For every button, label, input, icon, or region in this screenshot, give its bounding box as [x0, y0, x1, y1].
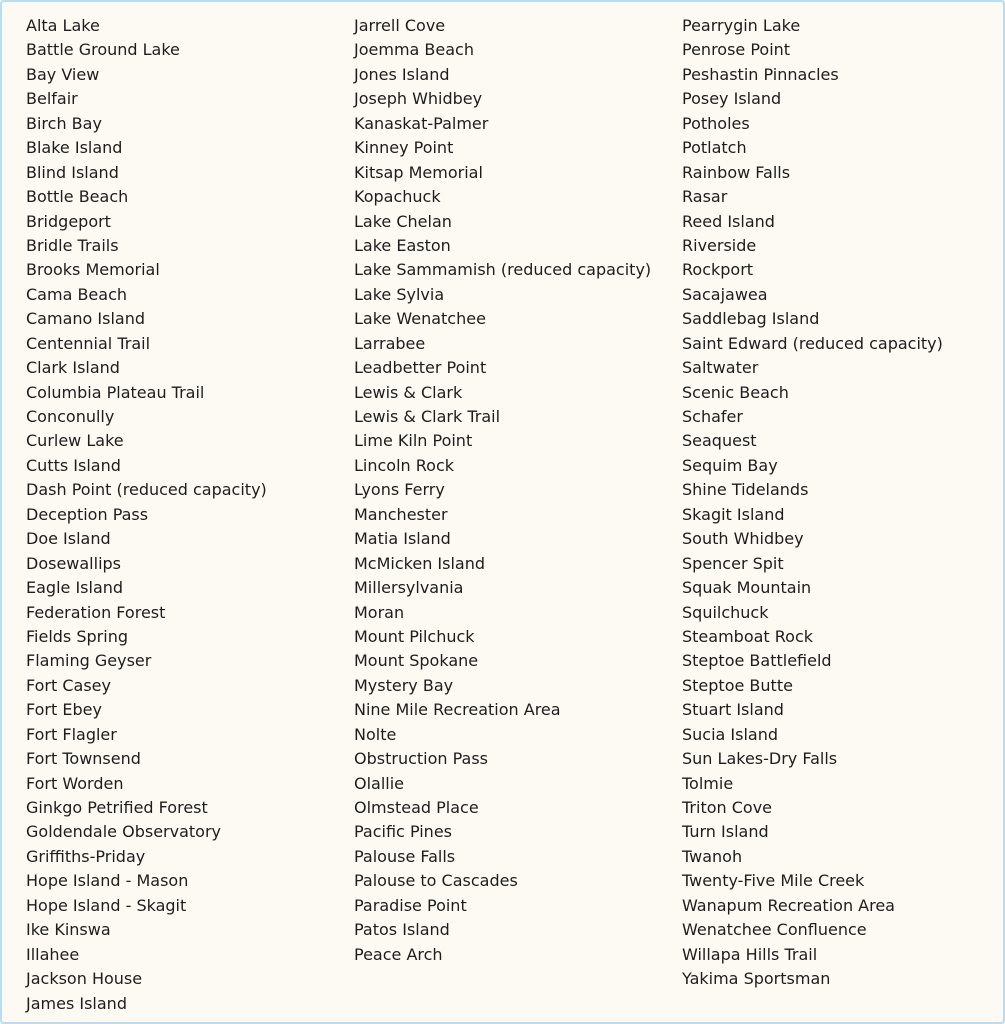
park-list-item: Rasar: [682, 187, 728, 207]
park-list-item: Lewis & Clark: [354, 382, 463, 402]
park-list-item: Centennial Trail: [26, 333, 151, 353]
park-list-column-3: [682, 14, 943, 992]
park-list-item: Ginkgo Petrified Forest: [26, 798, 208, 817]
park-list-item: Lake Wenatchee: [354, 309, 486, 329]
park-list-item: Birch Bay: [26, 113, 102, 133]
park-list-item: Fort Casey: [26, 675, 111, 695]
park-list-item: Squilchuck: [682, 602, 769, 622]
park-list-item: Illahee: [26, 944, 80, 964]
park-list-item: Blind Island: [26, 162, 119, 182]
park-list-item: Cutts Island: [26, 455, 121, 475]
park-list-item: Bay View: [26, 64, 100, 84]
park-list-item: Bottle Beach: [26, 187, 129, 207]
park-list-item: Pacific Pines: [354, 822, 452, 842]
park-list-item: McMicken Island: [354, 553, 486, 573]
park-list-item: Cama Beach: [26, 284, 128, 304]
park-list-item: Steptoe Battlefield: [682, 651, 832, 671]
park-list-item: Millersylvania: [354, 578, 464, 598]
park-list-item: Larrabee: [354, 333, 426, 353]
park-list-item: Lime Kiln Point: [354, 431, 473, 451]
park-list-item: Joseph Whidbey: [354, 89, 483, 109]
park-list-item: Dash Point (reduced capacity): [26, 480, 267, 500]
park-list-item: Nolte: [354, 724, 397, 744]
park-list-item: Mystery Bay: [354, 675, 454, 695]
park-list-item: Saltwater: [682, 358, 759, 378]
park-list-item: Willapa Hills Trail: [682, 944, 818, 964]
park-list-item: Mount Spokane: [354, 651, 479, 671]
park-list-item: Fort Flagler: [26, 724, 117, 744]
park-list-item: Schafer: [682, 407, 743, 426]
park-list-item: Columbia Plateau Trail: [26, 382, 205, 402]
park-list-item: Dosewallips: [26, 553, 122, 573]
park-list-item: Tolmie: [682, 773, 734, 793]
park-list-item: Fields Spring: [26, 626, 128, 646]
park-list-item: Deception Pass: [26, 504, 149, 524]
park-list-item: Olmstead Place: [354, 798, 479, 817]
park-list-item: Potlatch: [682, 138, 747, 158]
park-list-item: Jackson House: [26, 969, 143, 989]
park-list-item: Jones Island: [354, 64, 450, 84]
park-list-item: Joemma Beach: [354, 40, 474, 60]
park-list-item: Turn Island: [682, 822, 769, 842]
park-list-item: Wenatchee Confluence: [682, 920, 867, 940]
park-list-item: Squak Mountain: [682, 578, 812, 598]
park-list-item: Steptoe Butte: [682, 675, 793, 695]
park-list-item: Palouse Falls: [354, 846, 456, 866]
park-list-item: Blake Island: [26, 138, 123, 158]
park-list-item: Fort Worden: [26, 773, 124, 793]
park-list-item: Matia Island: [354, 529, 451, 549]
park-list-item: Lake Sylvia: [354, 284, 445, 304]
park-list-item: Obstruction Pass: [354, 749, 489, 769]
park-list-item: Goldendale Observatory: [26, 822, 221, 842]
park-list-item: Wanapum Recreation Area: [682, 895, 895, 915]
park-list-item: Penrose Point: [682, 40, 791, 60]
park-list-item: Kanaskat-Palmer: [354, 113, 489, 133]
park-list-item: Curlew Lake: [26, 431, 124, 451]
park-list-item: Riverside: [682, 235, 757, 255]
park-list-item: Lincoln Rock: [354, 455, 455, 475]
park-list-item: Potholes: [682, 113, 750, 133]
park-list-item: Doe Island: [26, 529, 111, 549]
park-list-item: Kopachuck: [354, 187, 441, 207]
park-list-item: Federation Forest: [26, 602, 166, 622]
park-list-item: Saint Edward (reduced capacity): [682, 333, 943, 353]
park-list-item: Bridle Trails: [26, 235, 119, 255]
park-list-column-1: [26, 14, 267, 1016]
park-list-item: Kinney Point: [354, 138, 454, 158]
park-list-item: Manchester: [354, 504, 448, 524]
park-list-item: Skagit Island: [682, 504, 785, 524]
park-list-item: Jarrell Cove: [354, 16, 446, 35]
park-list-item: Fort Townsend: [26, 749, 141, 769]
park-list-item: Brooks Memorial: [26, 260, 160, 280]
park-list-item: Rockport: [682, 260, 754, 280]
park-list-item: Saddlebag Island: [682, 309, 820, 329]
park-list-item: Mount Pilchuck: [354, 626, 475, 646]
park-list-item: Nine Mile Recreation Area: [354, 700, 561, 720]
park-list-item: Shine Tidelands: [682, 480, 809, 500]
park-list-item: Patos Island: [354, 920, 450, 940]
park-list-item: Steamboat Rock: [682, 626, 814, 646]
park-list-item: Hope Island - Skagit: [26, 895, 187, 915]
park-list-item: Ike Kinswa: [26, 920, 111, 940]
park-list-item: Camano Island: [26, 309, 145, 329]
park-list-item: Fort Ebey: [26, 700, 102, 720]
park-list-item: Kitsap Memorial: [354, 162, 483, 182]
park-list-item: Lake Easton: [354, 235, 451, 255]
park-list-item: Twenty-Five Mile Creek: [682, 871, 865, 891]
park-list-item: Griffiths-Priday: [26, 846, 146, 866]
park-list-item: Leadbetter Point: [354, 358, 487, 378]
park-list-item: Posey Island: [682, 89, 782, 109]
park-list-item: Olallie: [354, 773, 405, 793]
park-list-item: Triton Cove: [682, 798, 773, 817]
park-list-item: James Island: [26, 993, 127, 1013]
park-list-item: Seaquest: [682, 431, 757, 451]
park-list-item: Eagle Island: [26, 578, 124, 598]
park-list-item: Sucia Island: [682, 724, 779, 744]
park-list-item: Lewis & Clark Trail: [354, 407, 501, 426]
park-list-item: Sun Lakes-Dry Falls: [682, 749, 838, 769]
park-list-item: Belfair: [26, 89, 78, 109]
park-list-item: Scenic Beach: [682, 382, 789, 402]
park-list-item: Yakima Sportsman: [682, 969, 831, 989]
park-list-item: Peace Arch: [354, 944, 443, 964]
park-list-item: Twanoh: [682, 846, 743, 866]
park-list-column-2: [354, 14, 651, 967]
park-list-item: Lyons Ferry: [354, 480, 445, 500]
park-list-item: Hope Island - Mason: [26, 871, 189, 891]
park-list-item: Conconully: [26, 407, 115, 426]
park-list-item: Rainbow Falls: [682, 162, 791, 182]
park-list-item: Stuart Island: [682, 700, 784, 720]
park-list-item: Pearrygin Lake: [682, 16, 801, 35]
park-list-item: Paradise Point: [354, 895, 467, 915]
park-list-item: Reed Island: [682, 211, 775, 231]
park-list-item: South Whidbey: [682, 529, 804, 549]
park-list-item: Flaming Geyser: [26, 651, 152, 671]
park-list-item: Lake Chelan: [354, 211, 452, 231]
park-list-item: Moran: [354, 602, 405, 622]
park-list-item: Sequim Bay: [682, 455, 778, 475]
park-list-item: Palouse to Cascades: [354, 871, 518, 891]
park-list-item: Alta Lake: [26, 16, 100, 35]
park-list-item: Bridgeport: [26, 211, 111, 231]
park-list-item: Spencer Spit: [682, 553, 784, 573]
park-list-item: Peshastin Pinnacles: [682, 64, 839, 84]
park-list-item: Battle Ground Lake: [26, 40, 180, 60]
park-list-item: Lake Sammamish (reduced capacity): [354, 260, 652, 280]
park-list-item: Clark Island: [26, 358, 120, 378]
park-list-item: Sacajawea: [682, 284, 768, 304]
